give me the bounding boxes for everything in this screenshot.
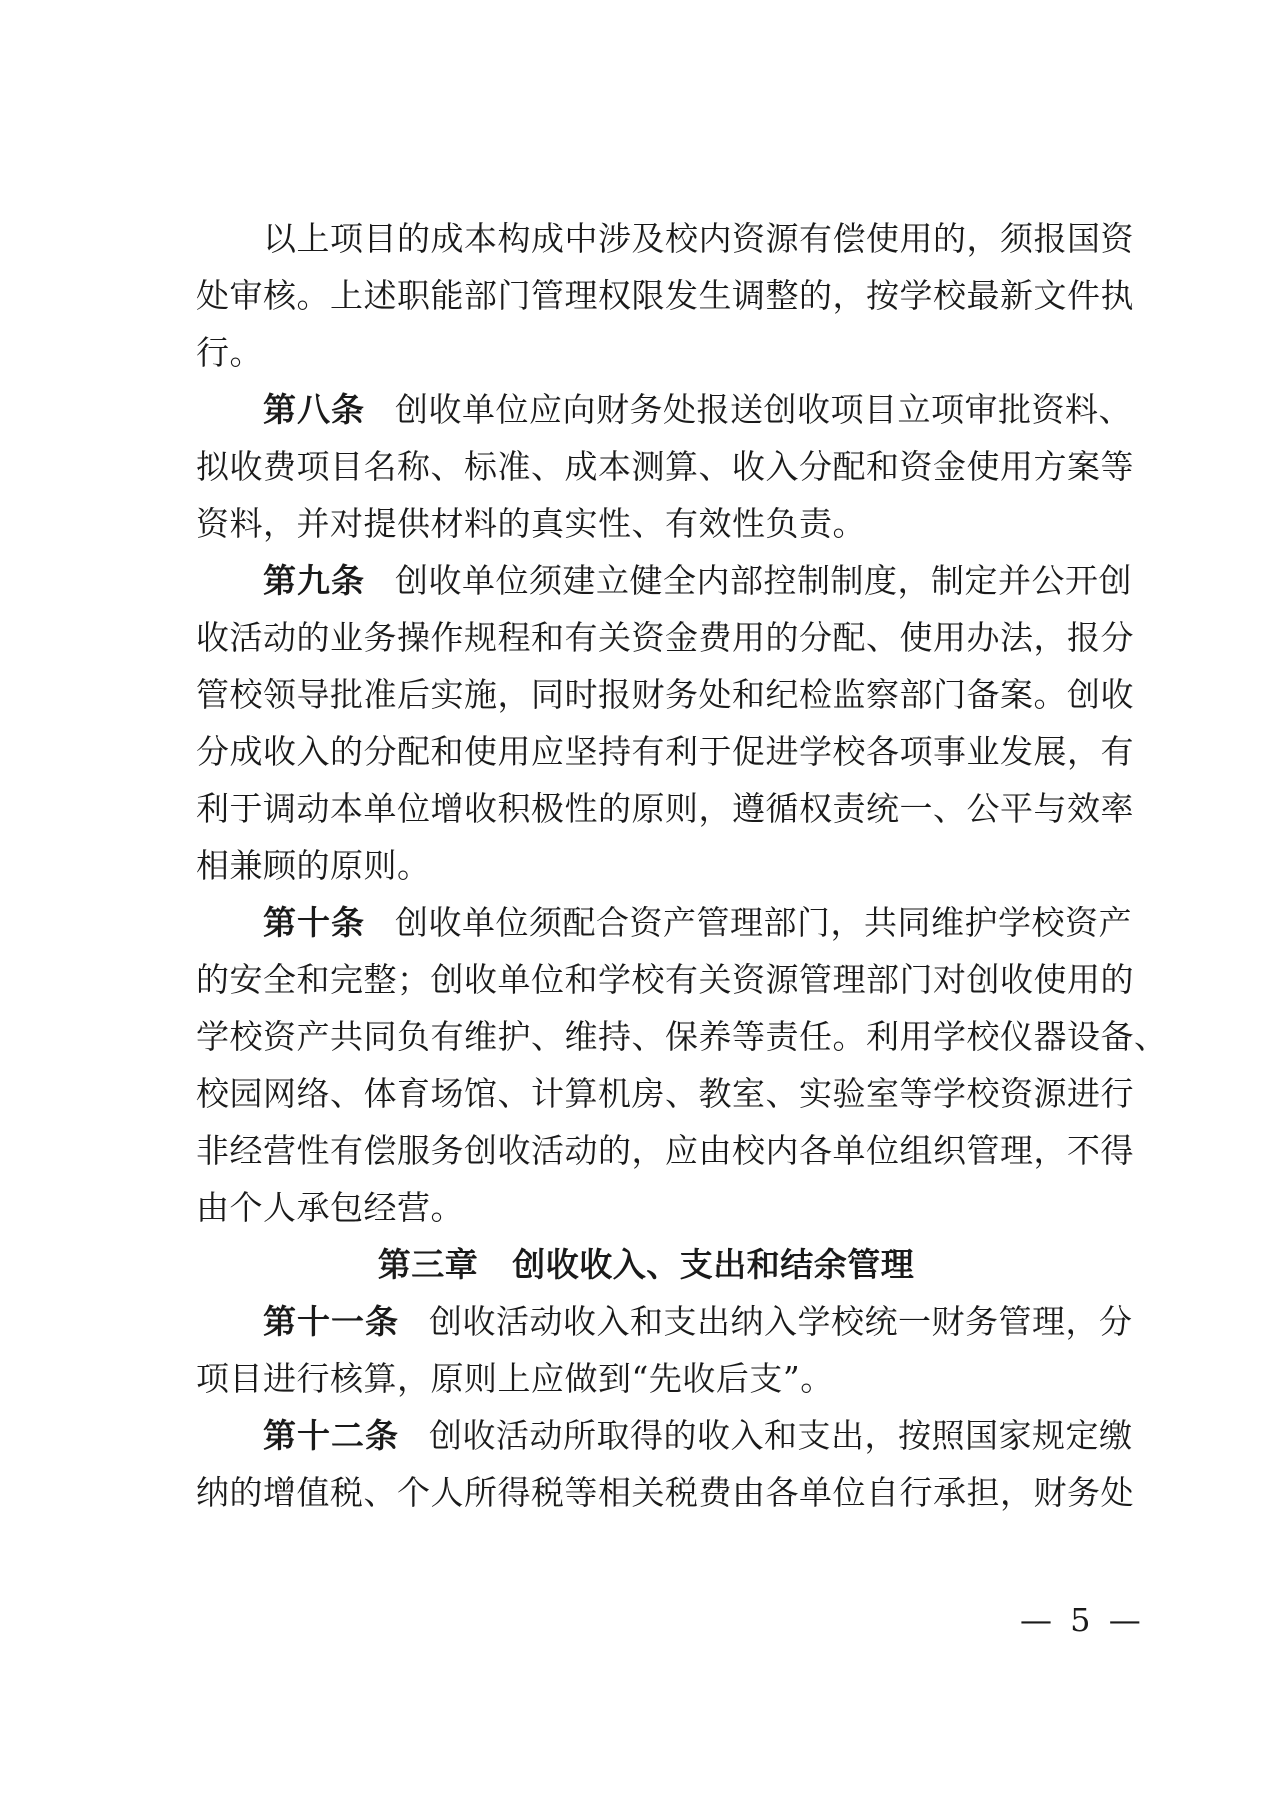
article-12-title: 第十二条: [263, 1416, 399, 1455]
chapter-number: 第三章: [377, 1245, 479, 1284]
paragraph-line: 分成收入的分配和使用应坚持有利于促进学校各项事业发展，有: [196, 732, 1134, 771]
article-8-title: 第八条: [263, 390, 365, 429]
paragraph-line: 非经营性有偿服务创收活动的，应由校内各单位组织管理，不得: [196, 1131, 1134, 1170]
page-number: — 5 —: [1020, 1601, 1145, 1639]
article-11-text: 创收活动收入和支出纳入学校统一财务管理，分: [429, 1302, 1133, 1341]
article-10-first-line: [196, 894, 1132, 951]
paragraph-line: 资料，并对提供材料的真实性、有效性负责。: [196, 504, 866, 543]
article-12-first-line: [196, 1407, 1133, 1464]
paragraph-line: 行。: [196, 333, 263, 372]
article-9-first-line: [196, 552, 1132, 609]
paragraph-line: 纳的增值税、个人所得税等相关税费由各单位自行承担，财务处: [196, 1473, 1134, 1512]
document-body: [196, 210, 1168, 1521]
paragraph-line: 拟收费项目名称、标准、成本测算、收入分配和资金使用方案等: [196, 447, 1134, 486]
paragraph-line: 学校资产共同负有维护、维持、保养等责任。利用学校仪器设备、: [196, 1017, 1168, 1056]
chapter-heading: [196, 1236, 1096, 1293]
paragraph-line: 收活动的业务操作规程和有关资金费用的分配、使用办法，报分: [196, 618, 1134, 657]
paragraph-line: 以上项目的成本构成中涉及校内资源有偿使用的，须报国资: [263, 219, 1134, 258]
article-11-title: 第十一条: [263, 1302, 399, 1341]
paragraph-line: 项目进行核算，原则上应做到“先收后支”。: [196, 1359, 834, 1398]
article-8-first-line: [196, 381, 1132, 438]
paragraph-line: 校园网络、体育场馆、计算机房、教室、实验室等学校资源进行: [196, 1074, 1134, 1113]
paragraph-line: 管校领导批准后实施，同时报财务处和纪检监察部门备案。创收: [196, 675, 1134, 714]
chapter-title: 创收收入、支出和结余管理: [512, 1245, 915, 1284]
paragraph-line: 相兼顾的原则。: [196, 846, 431, 885]
paragraph-line: 的安全和完整；创收单位和学校有关资源管理部门对创收使用的: [196, 960, 1134, 999]
article-9-title: 第九条: [263, 561, 365, 600]
article-8-text: 创收单位应向财务处报送创收项目立项审批资料、: [395, 390, 1132, 429]
paragraph-line: 利于调动本单位增收积极性的原则，遵循权责统一、公平与效率: [196, 789, 1134, 828]
article-12-text: 创收活动所取得的收入和支出，按照国家规定缴: [429, 1416, 1133, 1455]
paragraph-line: 处审核。上述职能部门管理权限发生调整的，按学校最新文件执: [196, 276, 1134, 315]
article-10-title: 第十条: [263, 903, 365, 942]
article-11-first-line: [196, 1293, 1133, 1350]
paragraph-line: 由个人承包经营。: [196, 1188, 464, 1227]
article-10-text: 创收单位须配合资产管理部门，共同维护学校资产: [395, 903, 1132, 942]
article-9-text: 创收单位须建立健全内部控制制度，制定并公开创: [395, 561, 1132, 600]
